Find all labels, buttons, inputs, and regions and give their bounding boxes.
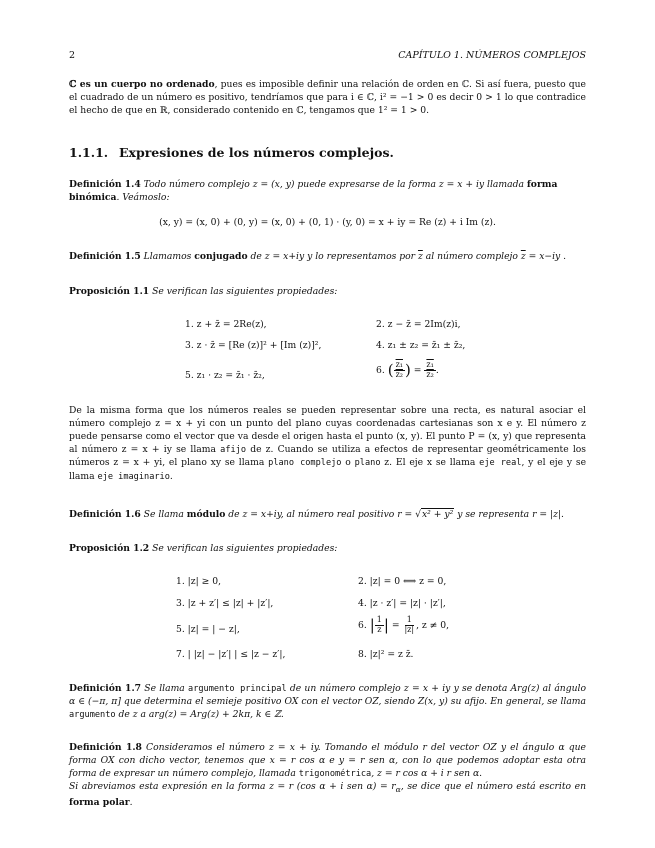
def15-text-d: = x−iy . xyxy=(525,251,567,262)
prop11-item-6-num: 6. xyxy=(376,365,385,377)
def14-text: Todo número complejo z = (x, y) puede expresarse de la forma z = x + iy llamada xyxy=(140,179,527,190)
def17-text-c: de z a arg(z) = Arg(z) + 2kπ, k ∈ ℤ. xyxy=(115,709,284,721)
term-plano-complejo: plano complejo xyxy=(268,458,342,469)
prop12-item-6-num: 6. xyxy=(358,620,367,632)
prop11-item-6: 6. ( $\frac{\text{z₁}}{\text{z₂}}$ ) = $\frac{\text{z₁}}{\text{z₂}}$ . xyxy=(376,360,439,380)
def14-tail: . Veámoslo: xyxy=(116,192,170,204)
def16-label: Definición 1.6 xyxy=(69,509,141,520)
para1-e: , y el eje y se llama xyxy=(69,457,587,482)
definition-1-7 xyxy=(69,682,586,721)
prop11-label: Proposición 1.1 xyxy=(69,286,150,297)
prop12-item-4: 4. |z · z′| = |z| · |z′|, xyxy=(358,598,446,609)
section-number: 1.1.1. xyxy=(69,145,109,160)
term-argumento-principal: argumento principal xyxy=(188,684,287,694)
para1-c: o xyxy=(341,457,355,469)
intro-lead: ℂ es un cuerpo no ordenado xyxy=(69,79,215,90)
def14-equation: (x, y) = (x, 0) + (0, y) = (x, 0) + (0, 1) · (y, 0) = x + iy = Re (z) + i Im (z). xyxy=(159,217,496,228)
def15-text-a: Llamamos xyxy=(140,251,195,262)
prop11-item-4: 4. z₁ ± z₂ = z̄₁ ± z̄₂, xyxy=(376,340,466,351)
def17-text-a: Se llama xyxy=(141,683,189,694)
def14-term: forma binómica xyxy=(69,179,558,204)
def15-text-c: al número complejo xyxy=(422,251,521,262)
def16-text-b: de z = x+iy, al número real positivo r = xyxy=(225,509,416,520)
def18-text-e: . xyxy=(129,797,133,809)
prop12-item-3: 3. |z + z′| ≤ |z| + |z′|, xyxy=(176,598,274,609)
prop12-item-1: 1. |z| ≥ 0, xyxy=(176,576,222,587)
def14-label: Definición 1.4 xyxy=(69,179,141,190)
def18-sub: α xyxy=(395,785,401,795)
def16-text-c: y se representa r = |z|. xyxy=(454,509,564,520)
def18-text-a: Consideramos el número z = x + iy. Tomando el módulo r del vector OZ y el ángulo α que forma OX con dicho vector, tenemos que x = r cos α e y = r sen α, con lo que podemos adoptar esta otra forma de expresar un número complejo, llamada xyxy=(69,742,586,780)
def17-text-b: de un número complejo z = x + iy y se denota Arg(z) al ángulo α ∈ (−π, π] que determina el semieje positivo OX con el vector OZ, siendo Z(x, y) su afijo. En general, se llama xyxy=(69,683,586,708)
def15-text-b: de z = x+iy y lo representamos por xyxy=(247,251,418,262)
section-title: Expresiones de los números complejos. xyxy=(119,145,394,160)
def18-text-c: Si abreviamos esta expresión en la forma z = r (cos α + i sen α) = r xyxy=(69,781,396,793)
def15-zbar-2: $\overline{z}$ xyxy=(520,251,526,262)
prop11-intro: Se verifican las siguientes propiedades: xyxy=(149,286,338,297)
def18-text-b: , z = r cos α + i r sen α. xyxy=(371,768,483,780)
sqrt-sign: √ xyxy=(415,509,421,520)
term-eje-real: eje real xyxy=(479,458,522,469)
running-header: CAPÍTULO 1. NÚMEROS COMPLEJOS xyxy=(398,50,586,61)
def18-text-d: , se dice que el número está escrito en xyxy=(400,781,586,793)
definition-1-8 xyxy=(69,741,586,809)
prop12-item-7: 7. | |z| − |z′| | ≤ |z − z′|, xyxy=(176,649,286,660)
prop12-item-2: 2. |z| = 0 ⟺ z = 0, xyxy=(358,576,447,587)
term-afijo: afijo xyxy=(220,445,247,456)
prop12-item-6: 6. | $\frac{1}{z}$ | = $\frac{1}{|z|}$ , z ≠ 0, xyxy=(358,615,450,635)
term-argumento: argumento xyxy=(69,710,116,721)
prop11-item-2: 2. z − z̄ = 2Im(z)i, xyxy=(376,319,461,330)
para1-b: de z. Cuando se utiliza a efectos de representar geométricamente los números z = x + yi, el plano xy se llama xyxy=(69,444,587,469)
page-number: 2 xyxy=(69,50,76,61)
prop12-item-5: 5. |z| = | − z|, xyxy=(176,624,240,635)
def16-term: módulo xyxy=(186,509,226,520)
prop12-item-8: 8. |z|² = z z̄. xyxy=(358,649,414,660)
term-plano: plano xyxy=(354,458,381,469)
prop12-label: Proposición 1.2 xyxy=(69,543,150,554)
prop11-item-5: 5. z₁ · z₂ = z̄₁ · z̄₂, xyxy=(185,370,265,381)
def16-text-a: Se llama xyxy=(140,509,187,520)
para1-a: De la misma forma que los números reales se pueden representar sobre una recta, es natural asociar el número complejo z = x + yi con un punto del plano cuyas coordenadas cartesianas son x e y. El número z puede pensarse como el vector que va desde el origen hasta el punto (x, y). El punto P = (x, y) que representa al número z = x + iy se llama xyxy=(69,405,586,456)
def18-bold-end: forma polar xyxy=(69,797,130,809)
def15-label: Definición 1.5 xyxy=(69,251,141,262)
def17-label: Definición 1.7 xyxy=(69,683,142,694)
def15-zbar: $\overline{z}$ xyxy=(417,251,423,262)
para1-d: z. El eje x se llama xyxy=(380,457,480,469)
prop11-item-3: 3. z · z̄ = [Re (z)]² + [Im (z)]², xyxy=(185,340,322,351)
term-trigonometrica: trigonométrica xyxy=(298,769,372,780)
para1-f: . xyxy=(169,470,173,482)
intro-text: , pues es imposible definir una relación de orden en ℂ. Si así fuera, puesto que el cuadrado de un número es positivo, tendríamos que para i ∈ ℂ, i² = −1 > 0 es decir 0 > 1 lo que contradice el hecho de que en ℝ, considerado contenido en ℂ, tengamos que 1² = 1 > 0. xyxy=(69,79,586,117)
def15-term: conjugado xyxy=(194,251,248,262)
prop12-intro: Se verifican las siguientes propiedades: xyxy=(149,543,338,554)
def16-radicand: x² + y² xyxy=(422,509,454,520)
prop11-item-1: 1. z + z̄ = 2Re(z), xyxy=(185,319,267,330)
term-eje-imaginario: eje imaginario xyxy=(97,471,170,482)
def18-label: Definición 1.8 xyxy=(69,742,142,753)
